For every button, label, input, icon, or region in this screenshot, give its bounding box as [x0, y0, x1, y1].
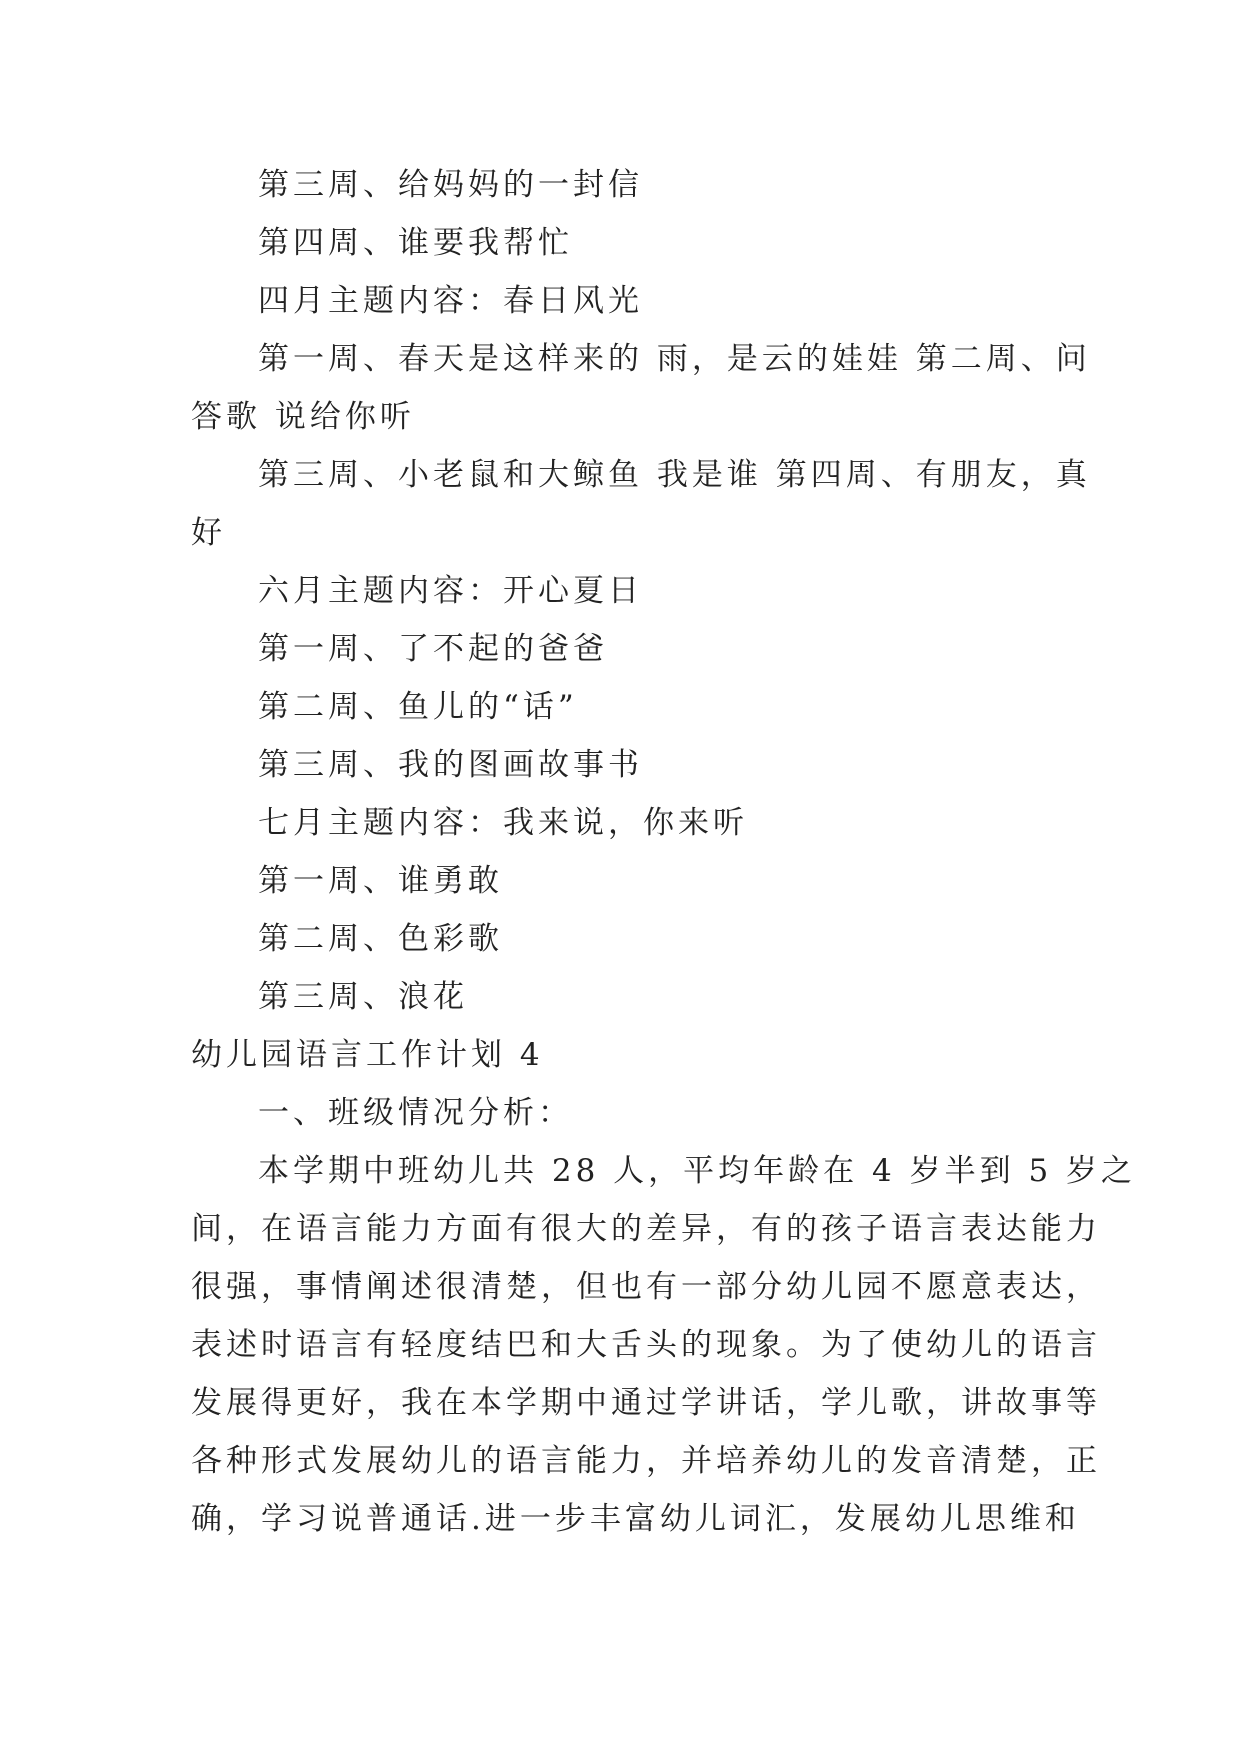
paragraph-line: 间，在语言能力方面有很大的差异，有的孩子语言表达能力 — [191, 1211, 1101, 1247]
text-line: 第二周、色彩歌 — [258, 921, 503, 957]
paragraph-line: 发展得更好，我在本学期中通过学讲话，学儿歌，讲故事等 — [191, 1385, 1101, 1421]
text-line: 答歌 说给你听 — [191, 399, 415, 435]
text-line: 好 — [191, 515, 226, 551]
text-line: 第一周、春天是这样来的 雨，是云的娃娃 第二周、问 — [258, 341, 1091, 377]
section-heading: 七月主题内容：我来说，你来听 — [258, 805, 748, 841]
text-line: 第四周、谁要我帮忙 — [258, 225, 573, 261]
paragraph-line: 确，学习说普通话.进一步丰富幼儿词汇，发展幼儿思维和 — [191, 1501, 1080, 1537]
section-heading: 四月主题内容：春日风光 — [258, 283, 643, 319]
document-title: 幼儿园语言工作计划 4 — [191, 1037, 544, 1073]
section-heading: 六月主题内容：开心夏日 — [258, 573, 643, 609]
text-line: 第三周、浪花 — [258, 979, 468, 1015]
paragraph-line: 很强，事情阐述很清楚，但也有一部分幼儿园不愿意表达， — [191, 1269, 1101, 1305]
text-line: 第一周、了不起的爸爸 — [258, 631, 608, 667]
text-line: 第三周、小老鼠和大鲸鱼 我是谁 第四周、有朋友，真 — [258, 457, 1091, 493]
paragraph-line: 本学期中班幼儿共 28 人，平均年龄在 4 岁半到 5 岁之 — [258, 1153, 1137, 1189]
text-line: 第一周、谁勇敢 — [258, 863, 503, 899]
text-line: 第三周、给妈妈的一封信 — [258, 167, 643, 203]
section-heading: 一、班级情况分析： — [258, 1095, 573, 1131]
paragraph-line: 表述时语言有轻度结巴和大舌头的现象。为了使幼儿的语言 — [191, 1327, 1101, 1363]
text-line: 第三周、我的图画故事书 — [258, 747, 643, 783]
text-line: 第二周、鱼儿的“话” — [258, 689, 578, 725]
paragraph-line: 各种形式发展幼儿的语言能力，并培养幼儿的发音清楚，正 — [191, 1443, 1101, 1479]
